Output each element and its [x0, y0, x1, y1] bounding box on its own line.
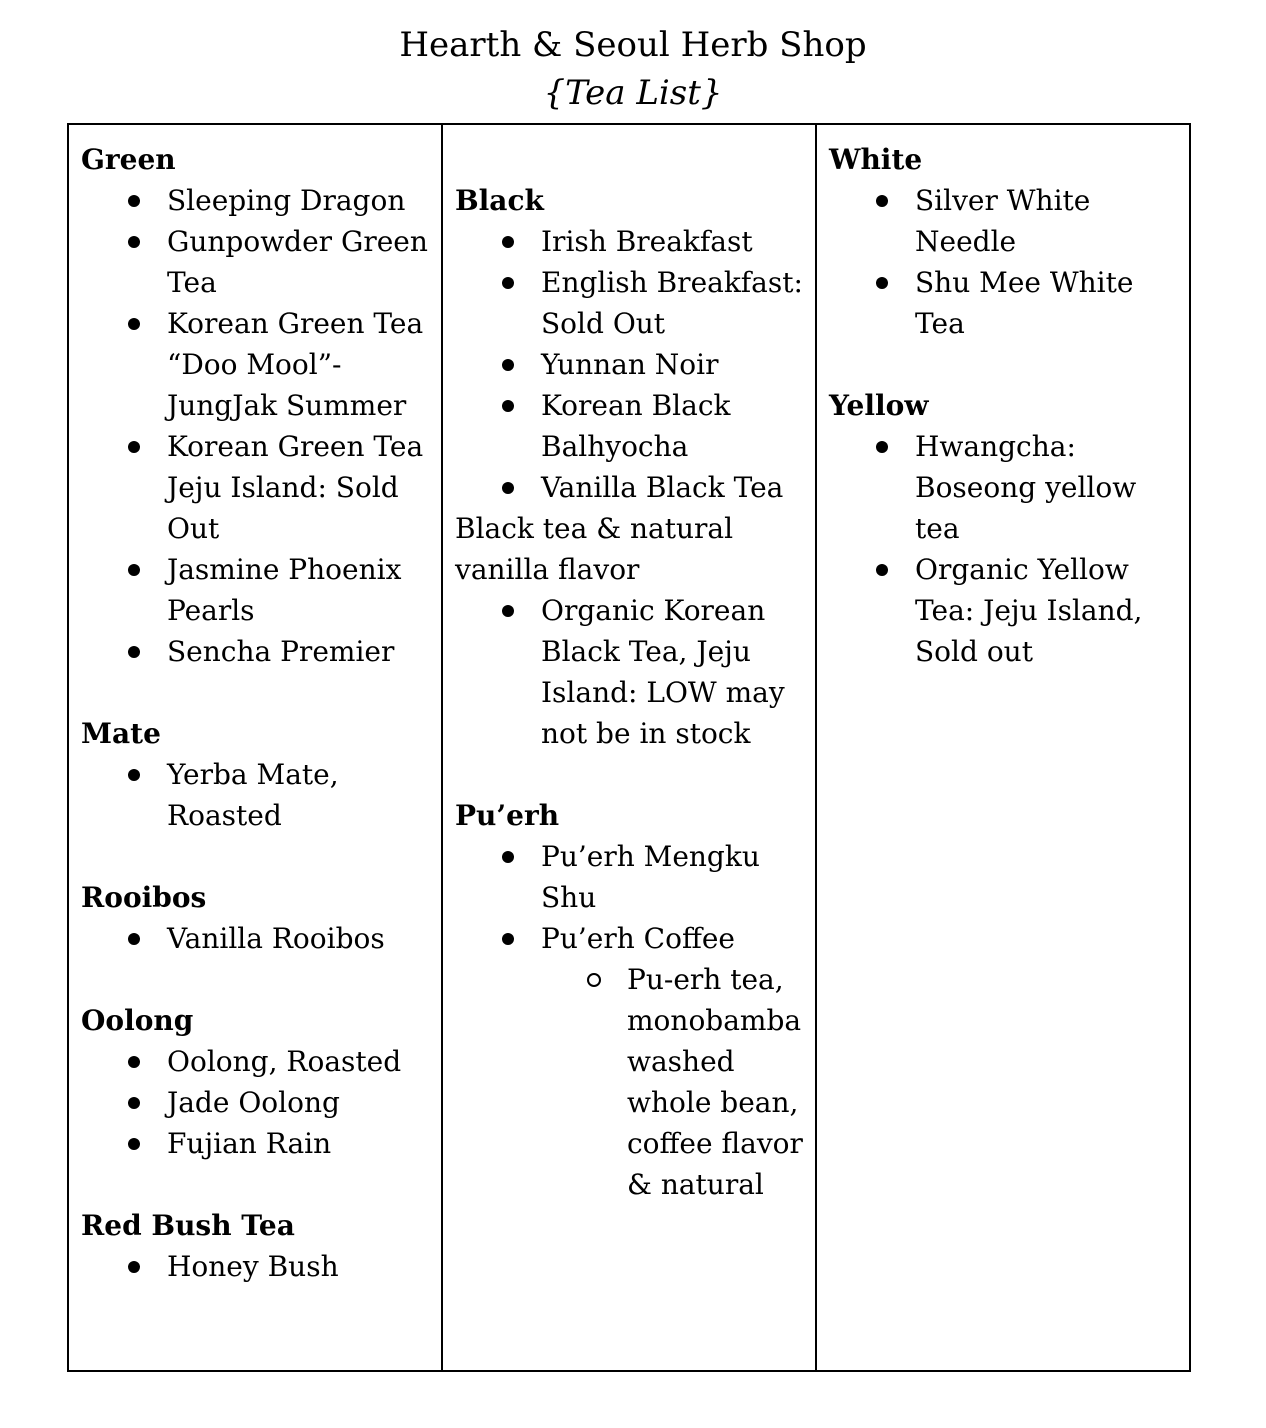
list-item: Hwangcha: Boseong yellow tea	[915, 426, 1179, 549]
category-white: White	[829, 143, 923, 176]
list-item: Organic Yellow Tea: Jeju Island, Sold out	[915, 549, 1179, 672]
list-item: Gunpowder Green Tea	[167, 221, 431, 303]
list-item	[541, 918, 805, 1205]
column-1	[68, 124, 442, 1371]
list-item: Sencha Premier	[167, 631, 431, 672]
list-item: Jasmine Phoenix Pearls	[167, 549, 431, 631]
list-item: Vanilla Rooibos	[167, 918, 431, 959]
document-header	[0, 22, 1266, 118]
category-yellow: Yellow	[829, 389, 929, 422]
yellow-list	[829, 426, 1179, 672]
list-item: Silver White Needle	[915, 180, 1179, 262]
list-item: Sleeping Dragon	[167, 180, 431, 221]
sub-list-item: Pu-erh tea, monobamba washed whole bean, coffee flavor & natural	[627, 959, 805, 1205]
list-item: English Breakfast: Sold Out	[541, 262, 805, 344]
list-item-label: Pu’erh Coffee	[541, 922, 735, 955]
list-item: Honey Bush	[167, 1246, 431, 1287]
category-mate: Mate	[81, 717, 161, 750]
puerh-coffee-sublist	[541, 959, 805, 1205]
white-list	[829, 180, 1179, 344]
column-2	[442, 124, 816, 1371]
category-oolong: Oolong	[81, 1004, 194, 1037]
list-item: Fujian Rain	[167, 1123, 431, 1164]
vanilla-black-tea-note: Black tea & natural vanilla flavor	[455, 512, 734, 586]
mate-list	[81, 754, 431, 836]
tea-list-table	[67, 123, 1191, 1372]
category-red-bush-tea: Red Bush Tea	[81, 1209, 295, 1242]
black-list	[455, 221, 805, 508]
column-3	[816, 124, 1190, 1371]
category-puerh: Pu’erh	[455, 799, 560, 832]
category-rooibos: Rooibos	[81, 881, 207, 914]
oolong-list	[81, 1041, 431, 1164]
red-bush-list	[81, 1246, 431, 1287]
category-black: Black	[455, 184, 544, 217]
list-item: Organic Korean Black Tea, Jeju Island: LOW may not be in stock	[541, 590, 805, 754]
list-item: Jade Oolong	[167, 1082, 431, 1123]
rooibos-list	[81, 918, 431, 959]
list-item: Yerba Mate, Roasted	[167, 754, 431, 836]
list-item: Korean Green Tea Jeju Island: Sold Out	[167, 426, 431, 549]
shop-title: Hearth & Seoul Herb Shop	[399, 25, 867, 65]
list-item: Korean Black Balhyocha	[541, 385, 805, 467]
list-item: Oolong, Roasted	[167, 1041, 431, 1082]
list-item: Vanilla Black Tea	[541, 467, 805, 508]
list-item: Pu’erh Mengku Shu	[541, 836, 805, 918]
category-green: Green	[81, 143, 176, 176]
puerh-list	[455, 836, 805, 1205]
list-subtitle: {Tea List}	[543, 73, 723, 113]
list-item: Yunnan Noir	[541, 344, 805, 385]
list-item: Irish Breakfast	[541, 221, 805, 262]
list-item: Shu Mee White Tea	[915, 262, 1179, 344]
green-list	[81, 180, 431, 672]
list-item: Korean Green Tea “Doo Mool”- JungJak Summer	[167, 303, 431, 426]
black-list-continued	[455, 590, 805, 754]
